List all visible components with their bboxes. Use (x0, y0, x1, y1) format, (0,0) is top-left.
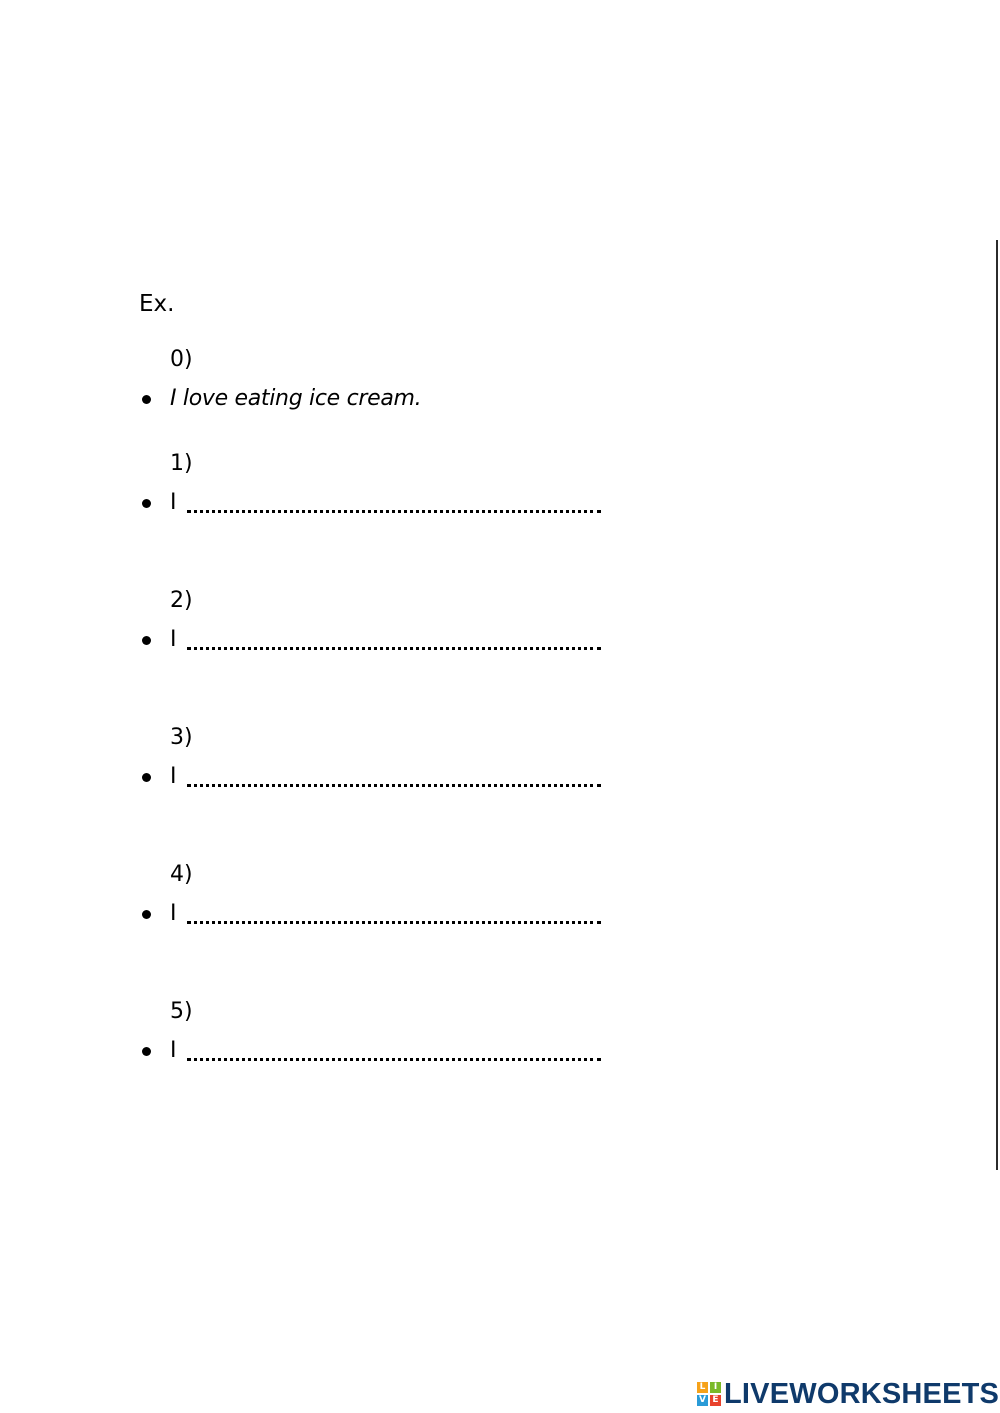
answer-blank[interactable] (187, 647, 601, 650)
item-number: 3) (170, 725, 193, 750)
answer-blank[interactable] (187, 510, 601, 513)
answer-blank[interactable] (187, 921, 601, 924)
logo-mark-cell: E (710, 1395, 721, 1406)
bullet-icon (142, 636, 151, 645)
item-line (139, 384, 659, 414)
example-label: Ex. (139, 291, 175, 317)
sentence-start: I (170, 1038, 177, 1063)
sentence-start: I (170, 627, 177, 652)
logo-text: LIVEWORKSHEETS (724, 1377, 1000, 1410)
item-number: 2) (170, 588, 193, 613)
logo-mark-icon (697, 1382, 721, 1406)
bullet-icon (142, 910, 151, 919)
item-line (139, 762, 659, 792)
example-sentence: I love eating ice cream. (170, 386, 422, 411)
bullet-icon (142, 773, 151, 782)
item-number: 4) (170, 862, 193, 887)
item-number: 1) (170, 451, 193, 476)
liveworksheets-logo[interactable] (697, 1377, 999, 1411)
sentence-start: I (170, 901, 177, 926)
answer-blank[interactable] (187, 1058, 601, 1061)
logo-mark-cell: I (710, 1382, 721, 1393)
sentence-start: I (170, 490, 177, 515)
item-line (139, 1036, 659, 1066)
item-line (139, 899, 659, 929)
page-edge-rule (996, 240, 998, 1170)
bullet-icon (142, 395, 151, 404)
item-number: 5) (170, 999, 193, 1024)
sentence-start: I (170, 764, 177, 789)
answer-blank[interactable] (187, 784, 601, 787)
logo-mark-cell: V (697, 1395, 708, 1406)
logo-mark-cell: L (697, 1382, 708, 1393)
item-number: 0) (170, 347, 193, 372)
item-line (139, 625, 659, 655)
bullet-icon (142, 499, 151, 508)
item-line (139, 488, 659, 518)
bullet-icon (142, 1047, 151, 1056)
